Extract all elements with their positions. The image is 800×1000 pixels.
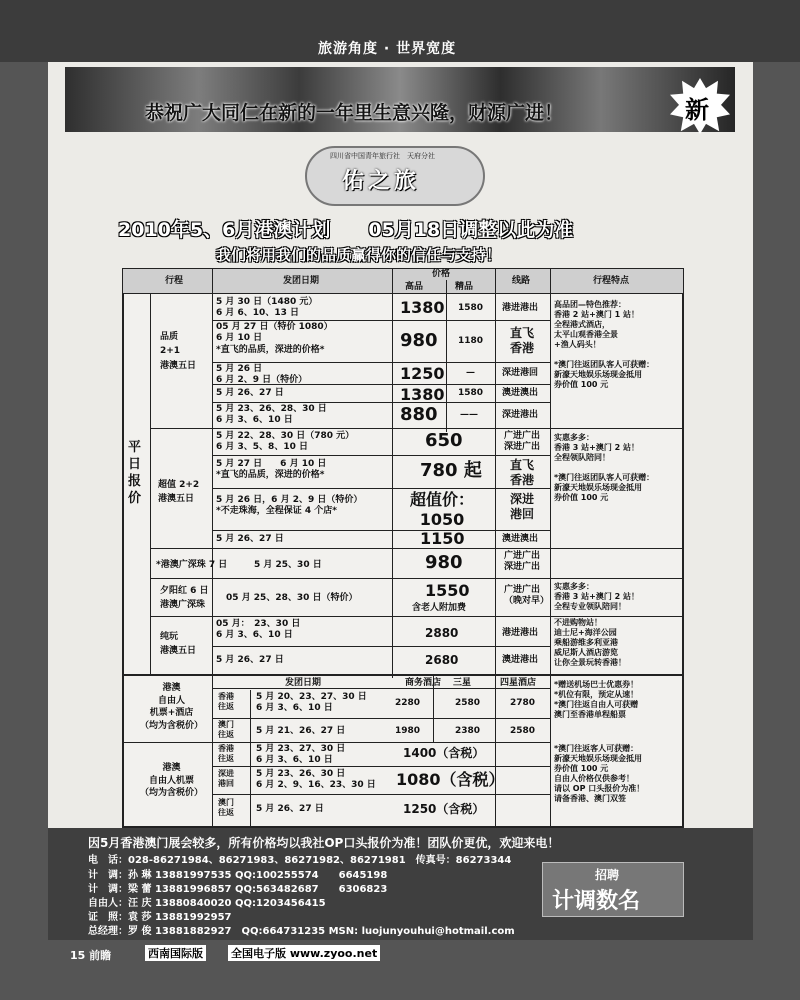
grid-line <box>212 646 550 647</box>
departure-dates: 5 月 22、28、30 日（780 元） 6 月 3、5、8、10 日 <box>216 431 355 453</box>
price: 1550 <box>425 581 470 600</box>
route-tag: 香港 往返 <box>218 692 234 711</box>
route-tag: 澳门 往返 <box>218 798 234 817</box>
departure-dates: 5 月 23、26、30 日 6 月 2、9、16、23、30 日 <box>256 769 376 791</box>
grid-line <box>212 402 550 403</box>
route-name: 夕阳红 6 日 港澳广深珠 <box>160 586 209 610</box>
manager-contact: 总经理：罗 俊 13881882927 QQ:664731235 MSN: luojunyouhui@hotmail.com <box>88 926 515 937</box>
price: 2680 <box>425 653 459 667</box>
grid-line <box>122 742 550 743</box>
price-4star: 2580 <box>510 726 536 736</box>
route-name: *港澳广深珠 7 日 <box>156 560 228 570</box>
grid-line <box>250 690 251 828</box>
route-line: 澳进港出 <box>502 655 539 665</box>
grid-line <box>212 455 550 456</box>
departure-dates: 5 月 26、27 日 <box>216 388 284 398</box>
hotel-header-4star: 四星酒店 <box>500 678 537 688</box>
route-name: 品质 2+1 港澳五日 <box>160 332 197 371</box>
route-line: 港进港出 <box>502 303 539 313</box>
route-tag: 澳门 往返 <box>218 720 234 739</box>
header-price-high: 高品 <box>405 282 424 292</box>
departure-dates: 5 月 21、26、27 日 <box>256 726 346 736</box>
price-business: 2280 <box>395 698 421 708</box>
price-high: 1250 <box>400 364 445 383</box>
operator-contact: 证 照：袁 莎 13881992957 <box>88 912 232 923</box>
route-line: 直飞 香港 <box>510 326 535 355</box>
page-headline: 2010年5、6月港澳计划 05月18日调整以此为准 <box>118 219 574 241</box>
price-fine: 1580 <box>458 303 484 313</box>
header-route: 行程 <box>165 276 184 286</box>
grid-line <box>212 530 550 531</box>
route-line: 港进港出 <box>502 628 539 638</box>
price-high: 1380 <box>400 385 445 404</box>
header-line: 线路 <box>512 276 531 286</box>
route-line: 澳进澳出 <box>502 534 539 544</box>
price: 超值价： 1050 <box>410 490 475 529</box>
price: 1080（含税） <box>396 770 505 789</box>
price: 980 <box>425 552 463 573</box>
departure-dates: 5 月 26 日 6 月 2、9 日（特价） <box>216 364 308 386</box>
grid-line <box>446 280 447 432</box>
route-features: 实惠多多： 香港 3 站+澳门 2 站！ 全程领队陪同！ *澳门往返团队客人可获赠： 新濠天地娱乐场现金抵用 券价值 100 元 <box>554 433 655 502</box>
grid-line <box>150 578 684 579</box>
departure-dates: 5 月 23、26、28、30 日 6 月 3、6、10 日 <box>216 404 327 426</box>
departure-dates: 5 月 26、27 日 <box>216 534 284 544</box>
departure-dates: 05 月 27 日（特价 1080） 6 月 10 日 *直飞的品质，深进的价格* <box>216 322 333 355</box>
route-features: 实惠多多： 香港 3 站+澳门 2 站！ 全程专业领队陪同！ <box>554 582 639 611</box>
route-features: 高品团—特色推荐： 香港 2 站+澳门 1 站！ 全程港式酒店， 太平山观香港全景 +渔人码头！ *澳门往返团队客人可获赠： 新濠天地娱乐场现金抵用 券价值 100 元 <box>554 300 655 389</box>
departure-dates: 5 月 23、27、30 日 6 月 3、6、10 日 <box>256 744 346 766</box>
magazine-slogan: 旅游角度 · 世界宽度 <box>318 41 457 57</box>
package-name: 港澳 自由人 机票+酒店 （均为含税价） <box>140 683 204 731</box>
route-line: 广进广出 深进广出 <box>504 551 541 573</box>
price-note: 含老人附加费 <box>412 603 467 613</box>
operator-contact: 自由人：汪 庆 13880840020 QQ:1203456415 <box>88 898 326 909</box>
operator-contact: 计 调：梁 蕾 13881996857 QQ:563482687 6306823 <box>88 884 388 895</box>
route-line: 深进港回 <box>502 368 539 378</box>
route-line: 广进广出 深进广出 <box>504 431 541 453</box>
header-dates: 发团日期 <box>283 276 320 286</box>
price-fine: — <box>466 368 475 378</box>
hotel-header-3star: 三星 <box>453 678 472 688</box>
page-subheadline: 我们将用我们的品质赢得你的信任与支持！ <box>216 246 502 264</box>
price-business: 1980 <box>395 726 421 736</box>
price-3star: 2580 <box>455 698 481 708</box>
website-tag[interactable]: 全国电子版 www.zyoo.net <box>228 945 380 961</box>
departure-dates: 5 月 25、30 日 <box>254 560 322 570</box>
price-high: 1380 <box>400 298 445 317</box>
banner-greeting: 恭祝广大同仁在新的一年里生意兴隆，财源广进！ <box>145 102 564 124</box>
weekday-label: 平日报价 <box>128 440 142 506</box>
hotel-header-business: 商务酒店 <box>405 678 442 688</box>
grid-line <box>212 718 550 719</box>
grid-line <box>150 616 684 617</box>
route-line: 澳进澳出 <box>502 388 539 398</box>
grid-line <box>212 488 550 489</box>
hotel-header-dates: 发团日期 <box>285 678 322 688</box>
agency-org: 四川省中国青年旅行社 天府分社 <box>330 152 435 160</box>
price-fine: 1580 <box>458 388 484 398</box>
page-number: 15 前瞻 <box>70 949 112 962</box>
hiring-title: 计调数名 <box>552 889 641 914</box>
agency-name: 佑之旅 <box>342 169 421 194</box>
departure-dates: 5 月 20、23、27、30 日 6 月 3、6、10 日 <box>256 692 367 714</box>
header-price: 价格 <box>432 269 451 279</box>
departure-dates: 5 月 27 日 6 月 10 日 *直飞的品质，深进的价格* <box>216 459 327 481</box>
phone-line: 电 话：028-86271984、86271983、86271982、86271981 传真号：86273344 <box>88 855 512 866</box>
price: 1250（含税） <box>403 802 485 816</box>
grid-line <box>122 674 684 676</box>
departure-dates: 5 月 26、27 日 <box>216 655 284 665</box>
grid-line <box>150 294 151 674</box>
hiring-label: 招聘 <box>595 868 620 882</box>
price-fine: 1180 <box>458 336 484 346</box>
header-feature: 行程特点 <box>593 276 630 286</box>
price: 1400（含税） <box>403 746 485 760</box>
package-name: 港澳 自由人机票 （均为含税价） <box>140 763 204 799</box>
package-features: *澳门往返客人可获赠： 新濠天地娱乐场现金抵用 券价值 100 元 自由人价格仅供参考！ 请以 OP 口头报价为准！ 请备香港、澳门双签 <box>554 744 645 803</box>
new-burst-label: 新 <box>685 96 709 124</box>
price-high: 980 <box>400 330 438 351</box>
price: 650 <box>425 430 463 451</box>
departure-dates: 5 月 26、27 日 <box>256 804 324 814</box>
price: 1150 <box>420 529 465 548</box>
price-high: 880 <box>400 404 438 425</box>
route-line: 深进 港回 <box>510 492 535 521</box>
route-name: 纯玩 港澳五日 <box>160 632 197 657</box>
package-features: *赠送机场巴士优惠券！ *机位有限，预定从速！ *澳门往返自由人可获赠 澳门至香港单程船票 <box>554 680 639 719</box>
grid-line <box>212 794 550 795</box>
operator-contact: 计 调：孙 琳 13881997535 QQ:100255574 6645198 <box>88 870 388 881</box>
grid-line <box>212 362 550 363</box>
route-line: 深进港出 <box>502 410 539 420</box>
price-3star: 2380 <box>455 726 481 736</box>
route-name: 超值 2+2 港澳五日 <box>158 480 200 505</box>
notice-text: 因5月香港澳门展会较多，所有价格均以我社OP口头报价为准！团队价更优，欢迎来电！ <box>88 836 560 850</box>
departure-dates: 5 月 30 日（1480 元） 6 月 6、10、13 日 <box>216 297 318 319</box>
route-features: 不进购物站！ 迪士尼+海洋公园 乘船游维多利亚港 威尼斯人酒店游览 让你全景玩转香港！ <box>554 618 626 667</box>
header-price-fine: 精品 <box>455 282 474 292</box>
departure-dates: 5 月 26 日，6 月 2、9 日（特价） *不走珠海，全程保证 4 个店* <box>216 495 363 517</box>
departure-dates: 05 月： 23、30 日 6 月 3、6、10 日 <box>216 619 301 641</box>
route-line: 直飞 香港 <box>510 458 535 487</box>
price: 780 起 <box>420 460 482 481</box>
departure-dates: 05 月 25、28、30 日（特价） <box>226 593 358 603</box>
price-4star: 2780 <box>510 698 536 708</box>
grid-line <box>150 548 684 549</box>
grid-line <box>150 428 684 429</box>
route-tag: 香港 往返 <box>218 744 234 763</box>
price-fine: —— <box>460 410 478 420</box>
edition-tag: 西南国际版 <box>145 945 206 961</box>
grid-line <box>212 320 550 321</box>
price: 2880 <box>425 626 459 640</box>
route-line: 广进广出 （晚对早） <box>504 585 550 607</box>
route-tag: 深进 港回 <box>218 769 234 788</box>
